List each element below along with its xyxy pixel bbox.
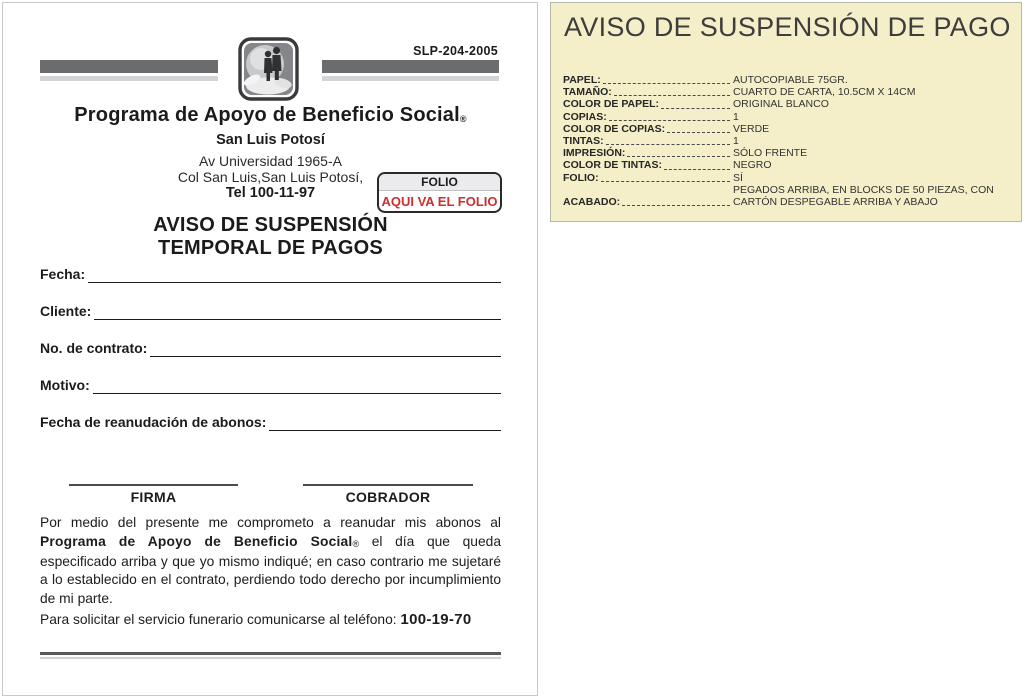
funeral-text: Para solicitar el servicio funerario comunicarse al teléfono: bbox=[40, 611, 401, 627]
spec-label: COLOR DE TINTAS: bbox=[563, 159, 662, 172]
funeral-phone-number: 100-19-70 bbox=[400, 610, 472, 628]
dotted-leader bbox=[606, 144, 730, 145]
field-blank-line bbox=[150, 356, 501, 357]
dotted-leader bbox=[614, 95, 730, 96]
field-label: Fecha: bbox=[40, 266, 86, 282]
spec-label: TAMAÑO: bbox=[563, 86, 612, 99]
decor-bar-light-right bbox=[322, 76, 499, 81]
spec-value: ORIGINAL BLANCO bbox=[733, 98, 829, 111]
spec-row-color-papel bbox=[563, 98, 1015, 110]
folio-box-header: FOLIO bbox=[379, 174, 500, 191]
signature-label: FIRMA bbox=[130, 489, 177, 505]
form-fields bbox=[40, 246, 501, 431]
funeral-service-line bbox=[40, 611, 501, 630]
spec-row-papel bbox=[563, 74, 1015, 86]
form-title-line-2: TEMPORAL DE PAGOS bbox=[158, 237, 383, 259]
field-label: Fecha de reanudación de abonos: bbox=[40, 414, 267, 430]
spec-value: SÍ bbox=[733, 171, 743, 184]
print-spec-panel bbox=[550, 2, 1022, 222]
field-row-cliente bbox=[40, 283, 501, 320]
spec-row-color-copias bbox=[563, 123, 1015, 135]
decor-bar-light-left bbox=[40, 76, 218, 81]
spec-label: IMPRESIÓN: bbox=[563, 147, 626, 160]
field-label: No. de contrato: bbox=[40, 340, 148, 356]
agreement-text bbox=[40, 514, 501, 609]
spec-value: NEGRO bbox=[733, 159, 772, 172]
field-blank-line bbox=[88, 282, 501, 283]
dotted-leader bbox=[609, 120, 730, 121]
field-blank-line bbox=[269, 430, 501, 431]
spec-value: 1 bbox=[733, 110, 739, 123]
telephone-line: Tel 100-11-97 bbox=[225, 185, 316, 201]
spec-label: COLOR DE COPIAS: bbox=[563, 122, 666, 135]
field-label: Motivo: bbox=[40, 377, 90, 393]
agreement-registered-mark: ® bbox=[352, 538, 360, 549]
field-blank-line bbox=[94, 319, 501, 320]
spec-label: PAPEL: bbox=[563, 74, 601, 86]
spec-value: AUTOCOPIABLE 75GR. bbox=[733, 74, 848, 86]
dotted-leader bbox=[627, 156, 730, 157]
brand-name: Programa de Apoyo de Beneficio Social bbox=[74, 104, 460, 126]
signature-line bbox=[303, 484, 473, 486]
form-page bbox=[2, 2, 538, 696]
city-line: San Luis Potosí bbox=[216, 132, 325, 148]
field-row-fecha bbox=[40, 246, 501, 283]
signature-line bbox=[69, 484, 238, 486]
spec-row-impresion bbox=[563, 147, 1015, 159]
decor-bar-dark-right bbox=[322, 60, 499, 73]
bottom-rule-dark bbox=[40, 652, 501, 655]
signature-label: COBRADOR bbox=[345, 489, 431, 505]
field-row-contrato bbox=[40, 320, 501, 357]
spec-label: ACABADO: bbox=[563, 196, 621, 209]
spec-label: COLOR DE PAPEL: bbox=[563, 98, 660, 111]
spec-label: TINTAS: bbox=[563, 135, 604, 148]
folio-placeholder: AQUI VA EL FOLIO bbox=[381, 194, 498, 209]
spec-value: PEGADOS ARRIBA, EN BLOCKS DE 50 PIEZAS, CON CARTÓN DESPEGABLE ARRIBA Y ABAJO bbox=[733, 183, 994, 209]
dotted-leader bbox=[664, 169, 730, 170]
form-title-line-1: AVISO DE SUSPENSIÓN bbox=[153, 214, 388, 236]
signature-block-firma bbox=[69, 484, 238, 505]
agreement-paragraph bbox=[40, 514, 501, 630]
spec-panel-title: AVISO DE SUSPENSIÓN DE PAGO bbox=[564, 12, 1011, 42]
dotted-leader bbox=[667, 132, 730, 133]
spec-row-tintas bbox=[563, 135, 1015, 147]
bottom-rule-light bbox=[40, 657, 501, 659]
spec-value: 1 bbox=[733, 135, 739, 148]
spec-row-acabado bbox=[563, 184, 1015, 208]
field-row-motivo bbox=[40, 357, 501, 394]
dotted-leader bbox=[603, 83, 730, 84]
signature-block-cobrador bbox=[303, 484, 473, 505]
field-row-reanudacion bbox=[40, 394, 501, 431]
spec-row-tamano bbox=[563, 86, 1015, 98]
program-logo-icon bbox=[238, 37, 299, 101]
agreement-brand: Programa de Apoyo de Beneficio Social bbox=[40, 533, 353, 549]
spec-label: COPIAS: bbox=[563, 110, 607, 123]
agreement-part-1: Por medio del presente me comprometo a reanudar mis abonos al bbox=[40, 515, 501, 530]
form-code: SLP-204-2005 bbox=[413, 44, 498, 58]
dotted-leader bbox=[661, 108, 730, 109]
dotted-leader bbox=[601, 181, 730, 182]
registered-mark: ® bbox=[459, 114, 467, 124]
spec-value: SÓLO FRENTE bbox=[733, 147, 808, 160]
spec-row-color-tintas bbox=[563, 159, 1015, 171]
address-line-2: Col San Luis,San Luis Potosí, bbox=[177, 169, 364, 185]
spec-label: FOLIO: bbox=[563, 171, 599, 184]
folio-box bbox=[377, 172, 502, 213]
spec-value: VERDE bbox=[733, 122, 770, 135]
spec-list bbox=[563, 74, 1015, 208]
agreement-part-2: el día que queda especificado arriba y que yo mismo indiqué; en caso contrario me sujetaré a lo establecido en el contrato, perdiendo todo derecho por incumplimiento de mi parte. bbox=[40, 533, 501, 607]
address-line-1: Av Universidad 1965-A bbox=[199, 153, 342, 169]
spec-row-folio bbox=[563, 172, 1015, 184]
decor-bar-dark-left bbox=[40, 60, 218, 73]
dotted-leader bbox=[622, 205, 730, 206]
spec-row-copias bbox=[563, 111, 1015, 123]
field-blank-line bbox=[93, 393, 501, 394]
brand-title bbox=[3, 104, 538, 127]
spec-value: CUARTO DE CARTA, 10.5CM X 14CM bbox=[733, 86, 916, 99]
field-label: Cliente: bbox=[40, 303, 92, 319]
